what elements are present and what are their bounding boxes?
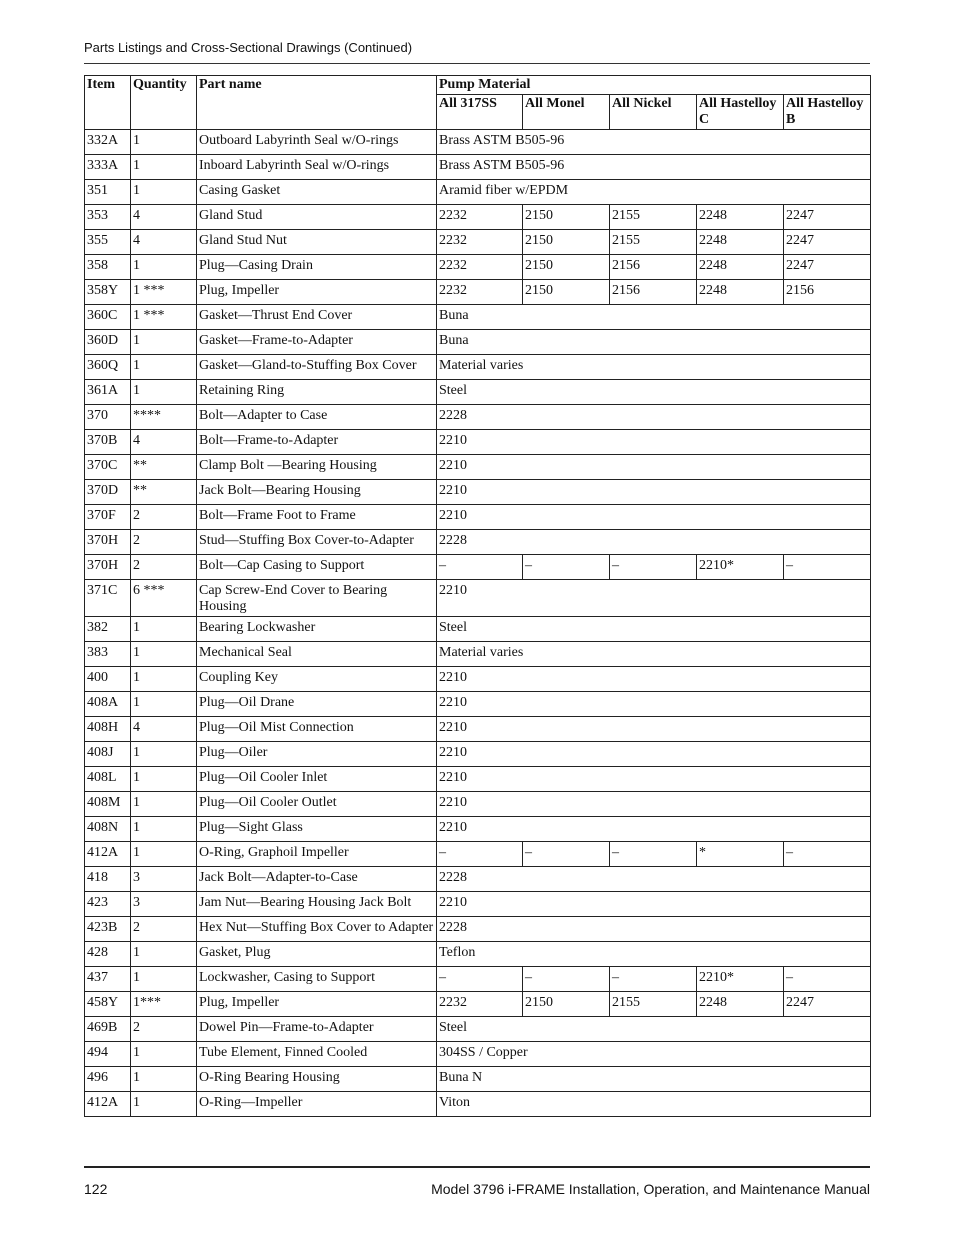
quantity-cell: 1 [131,842,197,867]
material-cell: Steel [437,380,871,405]
table-row [85,130,871,155]
item-cell: 370F [85,505,131,530]
item-cell: 370B [85,430,131,455]
material-cell: – [610,967,697,992]
table-row [85,455,871,480]
table-row [85,430,871,455]
item-cell: 469B [85,1017,131,1042]
material-cell: 2247 [784,230,871,255]
item-cell: 353 [85,205,131,230]
quantity-cell: 4 [131,230,197,255]
header-material-hastelloy-b: All Hastelloy B [784,95,871,130]
item-cell: 361A [85,380,131,405]
table-row [85,1092,871,1117]
table-row [85,1067,871,1092]
table-row [85,380,871,405]
quantity-cell: ** [131,455,197,480]
item-cell: 408J [85,742,131,767]
part-name-cell: Retaining Ring [197,380,437,405]
part-name-cell: Stud—Stuffing Box Cover-to-Adapter [197,530,437,555]
material-cell: 2150 [523,992,610,1017]
material-cell: 2228 [437,917,871,942]
quantity-cell: ** [131,480,197,505]
parts-table [84,75,871,1117]
quantity-cell: 4 [131,205,197,230]
item-cell: 408M [85,792,131,817]
quantity-cell: 1 [131,642,197,667]
part-name-cell: Bolt—Cap Casing to Support [197,555,437,580]
quantity-cell: 1*** [131,992,197,1017]
table-row [85,205,871,230]
item-cell: 437 [85,967,131,992]
table-row [85,867,871,892]
header-material-hastelloy-c: All Hastelloy C [697,95,784,130]
material-cell: Material varies [437,642,871,667]
material-cell: Buna [437,330,871,355]
quantity-cell: 1 [131,255,197,280]
material-cell: – [784,842,871,867]
part-name-cell: Bolt—Frame Foot to Frame [197,505,437,530]
material-cell: 2155 [610,230,697,255]
table-row [85,180,871,205]
material-cell: 2247 [784,992,871,1017]
item-cell: 494 [85,1042,131,1067]
part-name-cell: Plug—Oil Mist Connection [197,717,437,742]
item-cell: 370C [85,455,131,480]
material-cell: – [610,842,697,867]
part-name-cell: Coupling Key [197,667,437,692]
table-row [85,1042,871,1067]
material-cell: 2210* [697,555,784,580]
quantity-cell: 1 [131,792,197,817]
item-cell: 418 [85,867,131,892]
part-name-cell: O-Ring—Impeller [197,1092,437,1117]
quantity-cell: 1 [131,1067,197,1092]
table-row [85,792,871,817]
running-header: Parts Listings and Cross-Sectional Drawings (Continued) [84,40,413,55]
manual-title: Model 3796 i-FRAME Installation, Operation, and Maintenance Manual [431,1181,870,1197]
item-cell: 370D [85,480,131,505]
header-material-monel: All Monel [523,95,610,130]
material-cell: 2248 [697,230,784,255]
item-cell: 423 [85,892,131,917]
material-cell: 2232 [437,230,523,255]
table-row [85,742,871,767]
material-cell: – [784,555,871,580]
quantity-cell: 1 [131,1092,197,1117]
table-row [85,767,871,792]
part-name-cell: Clamp Bolt —Bearing Housing [197,455,437,480]
material-cell: 2210 [437,667,871,692]
quantity-cell: 6 *** [131,580,197,617]
item-cell: 382 [85,617,131,642]
quantity-cell: 1 [131,355,197,380]
quantity-cell: 1 [131,330,197,355]
table-row [85,280,871,305]
material-cell: 2155 [610,205,697,230]
part-name-cell: Gland Stud Nut [197,230,437,255]
material-cell: – [523,555,610,580]
material-cell: 2247 [784,205,871,230]
header-row-top [85,76,871,95]
item-cell: 333A [85,155,131,180]
quantity-cell: 1 [131,667,197,692]
quantity-cell: 1 [131,155,197,180]
material-cell: Teflon [437,942,871,967]
part-name-cell: Plug—Oil Cooler Inlet [197,767,437,792]
material-cell: 2150 [523,255,610,280]
item-cell: 370H [85,530,131,555]
material-cell: 2150 [523,205,610,230]
item-cell: 351 [85,180,131,205]
part-name-cell: Outboard Labyrinth Seal w/O-rings [197,130,437,155]
table-row [85,642,871,667]
item-cell: 423B [85,917,131,942]
material-cell: 2210 [437,817,871,842]
material-cell: 2210 [437,892,871,917]
part-name-cell: Casing Gasket [197,180,437,205]
item-cell: 360C [85,305,131,330]
table-row [85,555,871,580]
header-pump-material: Pump Material [437,76,871,95]
material-cell: * [697,842,784,867]
table-row [85,692,871,717]
item-cell: 458Y [85,992,131,1017]
part-name-cell: Gasket—Gland-to-Stuffing Box Cover [197,355,437,380]
quantity-cell: 1 [131,942,197,967]
material-cell: 2210 [437,717,871,742]
table-row [85,580,871,617]
material-cell: 2156 [610,280,697,305]
material-cell: 2232 [437,205,523,230]
table-row [85,530,871,555]
table-row [85,667,871,692]
part-name-cell: Gasket—Frame-to-Adapter [197,330,437,355]
quantity-cell: 4 [131,717,197,742]
table-row [85,230,871,255]
part-name-cell: Plug, Impeller [197,992,437,1017]
table-row [85,355,871,380]
table-row [85,305,871,330]
item-cell: 408L [85,767,131,792]
header-item: Item [85,76,131,130]
material-cell: – [437,555,523,580]
material-cell: 2210* [697,967,784,992]
material-cell: 2248 [697,205,784,230]
material-cell: 2210 [437,792,871,817]
part-name-cell: Bolt—Adapter to Case [197,405,437,430]
material-cell: 2210 [437,455,871,480]
quantity-cell: 2 [131,555,197,580]
item-cell: 412A [85,1092,131,1117]
part-name-cell: Plug—Oil Drane [197,692,437,717]
item-cell: 496 [85,1067,131,1092]
header-divider [84,63,870,64]
material-cell: Viton [437,1092,871,1117]
material-cell: 2210 [437,580,871,617]
material-cell: 2150 [523,230,610,255]
material-cell: 2210 [437,430,871,455]
material-cell: 2228 [437,405,871,430]
item-cell: 408A [85,692,131,717]
material-cell: 2156 [784,280,871,305]
quantity-cell: 2 [131,1017,197,1042]
material-cell: 2247 [784,255,871,280]
item-cell: 358 [85,255,131,280]
part-name-cell: Inboard Labyrinth Seal w/O-rings [197,155,437,180]
part-name-cell: Jack Bolt—Bearing Housing [197,480,437,505]
quantity-cell: 1 [131,692,197,717]
quantity-cell: 2 [131,917,197,942]
material-cell: – [610,555,697,580]
table-row [85,617,871,642]
header-material-317ss: All 317SS [437,95,523,130]
quantity-cell: 1 [131,617,197,642]
material-cell: – [523,967,610,992]
quantity-cell: 2 [131,530,197,555]
material-cell: 2232 [437,992,523,1017]
quantity-cell: 1 *** [131,280,197,305]
table-row [85,992,871,1017]
table-row [85,155,871,180]
table-row [85,330,871,355]
table-row [85,717,871,742]
material-cell: 2210 [437,767,871,792]
material-cell: 2248 [697,992,784,1017]
material-cell: Brass ASTM B505-96 [437,155,871,180]
quantity-cell: 1 [131,1042,197,1067]
part-name-cell: Cap Screw-End Cover to Bearing Housing [197,580,437,617]
table-row [85,842,871,867]
part-name-cell: Plug, Impeller [197,280,437,305]
material-cell: Brass ASTM B505-96 [437,130,871,155]
quantity-cell: 1 [131,742,197,767]
material-cell: 2210 [437,742,871,767]
header-material-nickel: All Nickel [610,95,697,130]
quantity-cell: 4 [131,430,197,455]
quantity-cell: 1 [131,767,197,792]
item-cell: 400 [85,667,131,692]
material-cell: – [784,967,871,992]
item-cell: 360Q [85,355,131,380]
item-cell: 408N [85,817,131,842]
material-cell: 2210 [437,505,871,530]
table-row [85,1017,871,1042]
table-row [85,480,871,505]
part-name-cell: O-Ring Bearing Housing [197,1067,437,1092]
material-cell: 2156 [610,255,697,280]
quantity-cell: 1 [131,180,197,205]
material-cell: Aramid fiber w/EPDM [437,180,871,205]
item-cell: 428 [85,942,131,967]
item-cell: 370 [85,405,131,430]
material-cell: 304SS / Copper [437,1042,871,1067]
material-cell: – [437,967,523,992]
material-cell: 2210 [437,692,871,717]
item-cell: 358Y [85,280,131,305]
part-name-cell: Plug—Casing Drain [197,255,437,280]
part-name-cell: Dowel Pin—Frame-to-Adapter [197,1017,437,1042]
material-cell: Buna [437,305,871,330]
quantity-cell: 2 [131,505,197,530]
item-cell: 412A [85,842,131,867]
material-cell: 2232 [437,280,523,305]
table-row [85,817,871,842]
material-cell: Steel [437,1017,871,1042]
part-name-cell: Gland Stud [197,205,437,230]
parts-table-body [85,130,871,1117]
material-cell: 2228 [437,530,871,555]
material-cell: Material varies [437,355,871,380]
table-row [85,405,871,430]
item-cell: 383 [85,642,131,667]
quantity-cell: 3 [131,892,197,917]
quantity-cell: 1 [131,130,197,155]
table-row [85,917,871,942]
quantity-cell: 1 [131,380,197,405]
material-cell: – [523,842,610,867]
part-name-cell: Plug—Oiler [197,742,437,767]
part-name-cell: Bearing Lockwasher [197,617,437,642]
part-name-cell: Jack Bolt—Adapter-to-Case [197,867,437,892]
part-name-cell: Lockwasher, Casing to Support [197,967,437,992]
header-part-name: Part name [197,76,437,130]
item-cell: 408H [85,717,131,742]
item-cell: 360D [85,330,131,355]
quantity-cell: **** [131,405,197,430]
quantity-cell: 1 *** [131,305,197,330]
quantity-cell: 1 [131,967,197,992]
part-name-cell: O-Ring, Graphoil Impeller [197,842,437,867]
table-row [85,255,871,280]
material-cell: 2155 [610,992,697,1017]
part-name-cell: Tube Element, Finned Cooled [197,1042,437,1067]
material-cell: 2150 [523,280,610,305]
part-name-cell: Gasket, Plug [197,942,437,967]
table-row [85,942,871,967]
material-cell: Buna N [437,1067,871,1092]
footer-divider [84,1166,870,1168]
table-row [85,892,871,917]
quantity-cell: 3 [131,867,197,892]
quantity-cell: 1 [131,817,197,842]
material-cell: 2210 [437,480,871,505]
part-name-cell: Hex Nut—Stuffing Box Cover to Adapter [197,917,437,942]
item-cell: 332A [85,130,131,155]
table-row [85,505,871,530]
item-cell: 370H [85,555,131,580]
material-cell: 2232 [437,255,523,280]
material-cell: – [437,842,523,867]
table-row [85,967,871,992]
part-name-cell: Plug—Sight Glass [197,817,437,842]
material-cell: 2228 [437,867,871,892]
item-cell: 371C [85,580,131,617]
material-cell: 2248 [697,255,784,280]
page-number: 122 [84,1181,108,1197]
part-name-cell: Plug—Oil Cooler Outlet [197,792,437,817]
item-cell: 355 [85,230,131,255]
part-name-cell: Gasket—Thrust End Cover [197,305,437,330]
part-name-cell: Jam Nut—Bearing Housing Jack Bolt [197,892,437,917]
header-quantity: Quantity [131,76,197,130]
part-name-cell: Mechanical Seal [197,642,437,667]
part-name-cell: Bolt—Frame-to-Adapter [197,430,437,455]
material-cell: Steel [437,617,871,642]
material-cell: 2248 [697,280,784,305]
